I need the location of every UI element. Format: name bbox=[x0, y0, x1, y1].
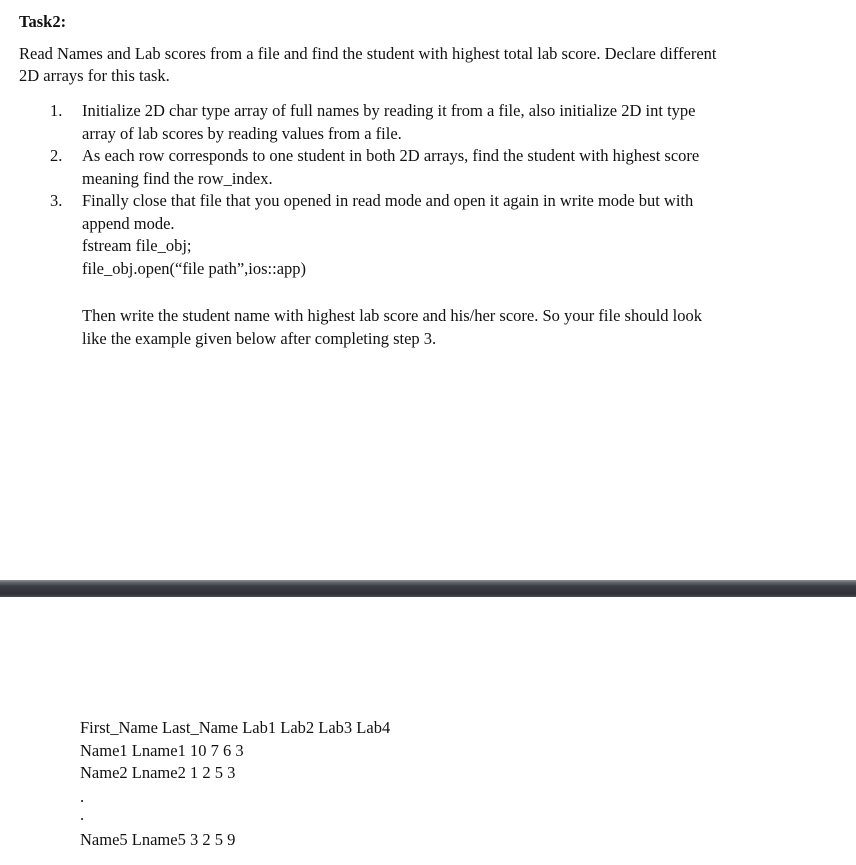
step-line: Finally close that file that you opened in read mode and open it again in write mode but with bbox=[82, 191, 694, 210]
intro-line: 2D arrays for this task. bbox=[19, 66, 170, 85]
ellipsis-dot: . bbox=[80, 786, 85, 806]
ellipsis-dot: . bbox=[80, 804, 85, 824]
example-row: Name1 Lname1 10 7 6 3 bbox=[80, 740, 244, 760]
example-header: First_Name Last_Name Lab1 Lab2 Lab3 Lab4 bbox=[80, 718, 391, 737]
page-divider bbox=[0, 580, 856, 597]
step-number: 2. bbox=[50, 146, 63, 165]
example-row: Name5 Lname5 3 2 5 9 bbox=[80, 829, 236, 849]
step-text bbox=[82, 190, 810, 280]
task-title: Task2: bbox=[19, 12, 67, 31]
step-text bbox=[82, 100, 810, 145]
code-line: file_obj.open(“file path”,ios::app) bbox=[82, 258, 307, 278]
step-3 bbox=[50, 190, 810, 280]
closing-line: Then write the student name with highest lab score and his/her score. So your file should look bbox=[82, 306, 702, 325]
task-intro bbox=[19, 43, 819, 87]
step-text bbox=[82, 145, 810, 190]
step-line: As each row corresponds to one student in both 2D arrays, find the student with highest score bbox=[82, 146, 700, 165]
step-2 bbox=[50, 145, 810, 190]
step-number: 1. bbox=[50, 101, 63, 120]
step-line: meaning find the row_index. bbox=[82, 168, 273, 188]
example-file-content bbox=[80, 717, 390, 851]
example-row: Name2 Lname2 1 2 5 3 bbox=[80, 763, 236, 782]
steps-list bbox=[50, 100, 810, 280]
step-1 bbox=[50, 100, 810, 145]
step-line: append mode. bbox=[82, 213, 175, 233]
step-line: Initialize 2D char type array of full names by reading it from a file, also initialize 2D int type bbox=[82, 101, 696, 120]
step-line: array of lab scores by reading values from a file. bbox=[82, 123, 402, 143]
code-line: fstream file_obj; bbox=[82, 236, 192, 255]
intro-line: Read Names and Lab scores from a file and find the student with highest total lab score. Declare different bbox=[19, 44, 717, 63]
step-number: 3. bbox=[50, 191, 63, 210]
closing-paragraph bbox=[82, 304, 802, 350]
closing-line: like the example given below after completing step 3. bbox=[82, 329, 437, 348]
page-2 bbox=[0, 597, 856, 865]
